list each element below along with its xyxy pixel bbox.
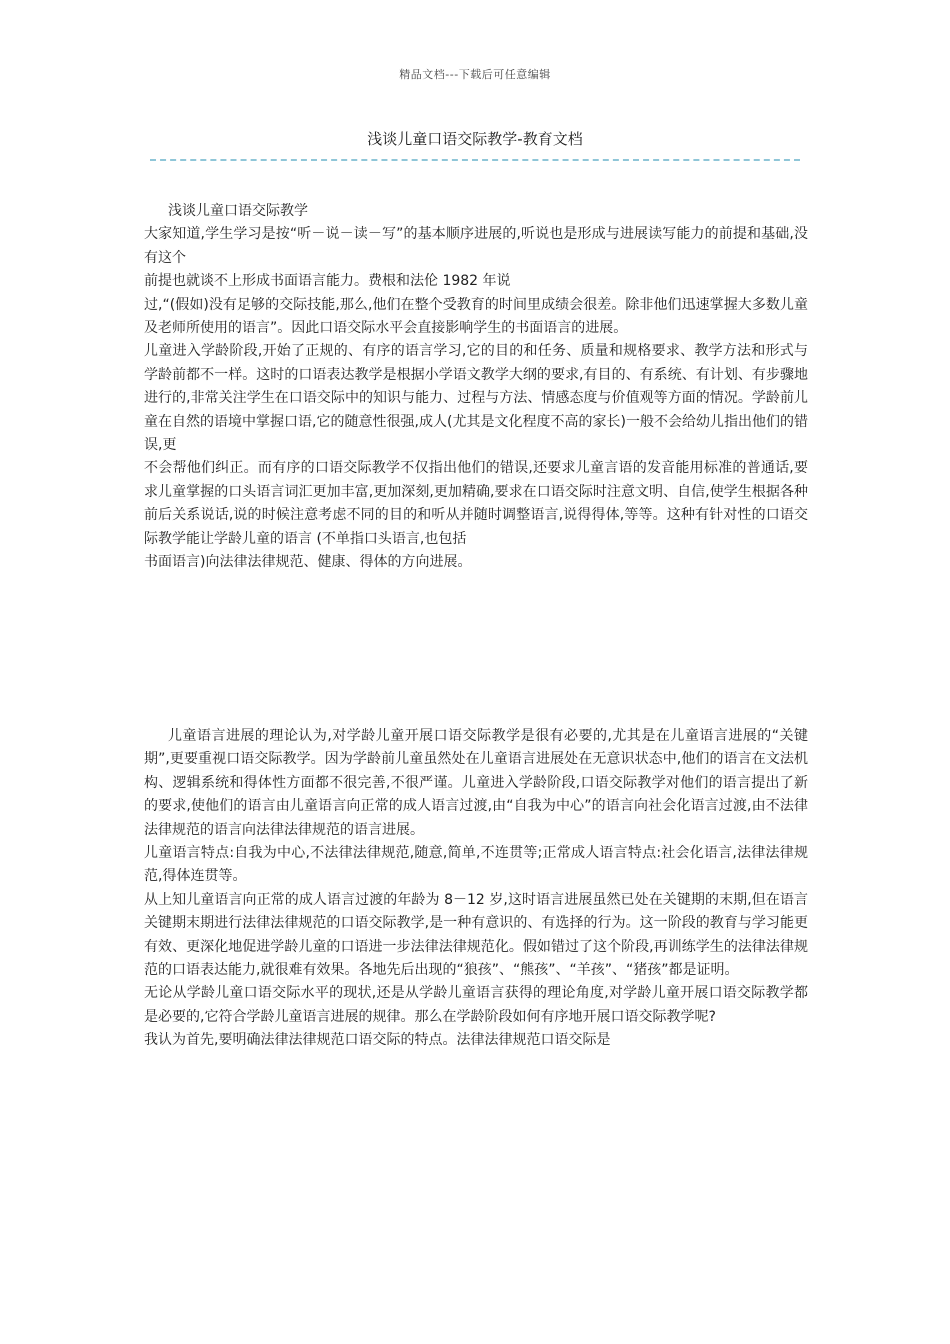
paragraph: 我认为首先,要明确法律法律规范口语交际的特点。法律法律规范口语交际是 [144, 1032, 611, 1049]
paragraph: 从上知儿童语言向正常的成人语言过渡的年龄为 8－12 岁,这时语言进展虽然已处在关键期的末期,但在语言关键期末期进行法律法律规范的口语交际教学,是一种有意识的、有选择的行为。这一阶段的教育与学习能更有效、更深化地促进学龄儿童的口语进一步法律法律规范化。假如错过了这个阶段,再训练学生的法律法律规范的口语表达能力,就很难有效果。各地先后出现的“狼孩”、“熊孩”、“羊孩”、“猪孩”都是证明。 [144, 891, 808, 979]
paragraph: 大家知道,学生学习是按“听－说－读－写”的基本顺序进展的,听说也是形成与进展读写能力的前提和基础,没有这个 [144, 226, 808, 266]
paragraph: 儿童语言进展的理论认为,对学龄儿童开展口语交际教学是很有必要的,尤其是在儿童语言进展的“关键期”,更要重视口语交际教学。因为学龄前儿童虽然处在儿童语言进展处在无意识状态中,他们的语言在文法机构、逻辑系统和得体性方面都不很完善,不很严谨。儿童进入学龄阶段,口语交际教学对他们的语言提出了新的要求,使他们的语言由儿童语言向正常的成人语言过渡,由“自我为中心”的语言向社会化语言过渡,由不法律法律规范的语言向法律法律规范的语言进展。 [144, 728, 808, 838]
paragraph: 书面语言)向法律法律规范、健康、得体的方向进展。 [144, 554, 472, 571]
section-heading: 浅谈儿童口语交际教学 [168, 203, 308, 219]
section-1 [144, 200, 808, 575]
paragraph: 儿童进入学龄阶段,开始了正规的、有序的语言学习,它的目的和任务、质量和规格要求、教学方法和形式与学龄前都不一样。这时的口语表达教学是根据小学语文教学大纲的要求,有目的、有系统、有计划、有步骤地进行的,非常关注学生在口语交际中的知识与能力、过程与方法、情感态度与价值观等方面的情况。学龄前儿童在自然的语境中掌握口语,它的随意性很强,成人(尤其是文化程度不高的家长)一般不会给幼儿指出他们的错误,更 [144, 343, 808, 454]
header-note: 精品文档---下载后可任意编辑 [399, 68, 551, 81]
document-title: 浅谈儿童口语交际教学-教育文档 [367, 130, 583, 148]
section-2 [144, 725, 808, 1053]
paragraph: 过,“(假如)没有足够的交际技能,那么,他们在整个受教育的时间里成绩会很差。除非他们迅速掌握大多数儿童及老师所使用的语言”。因此口语交际水平会直接影响学生的书面语言的进展。 [144, 296, 808, 337]
paragraph: 儿童语言特点:自我为中心,不法律法律规范,随意,简单,不连贯等;正常成人语言特点:社会化语言,法律法律规范,得体连贯等。 [144, 845, 808, 885]
paragraph: 无论从学龄儿童口语交际水平的现状,还是从学龄儿童语言获得的理论角度,对学龄儿童开展口语交际教学都是必要的,它符合学龄儿童语言进展的规律。那么在学龄阶段如何有序地开展口语交际教学呢? [144, 985, 808, 1025]
paragraph: 不会帮他们纠正。而有序的口语交际教学不仅指出他们的错误,还要求儿童言语的发音能用标准的普通话,要求儿童掌握的口头语言词汇更加丰富,更加深刻,更加精确,要求在口语交际时注意文明、自信,使学生根据各种前后关系说话,说的时候注意考虑不同的目的和听从并随时调整语言,说得得体,等等。这种有针对性的口语交际教学能让学龄儿童的语言 (不单指口头语言,也包括 [144, 460, 808, 547]
paragraph: 前提也就谈不上形成书面语言能力。费根和法伦 1982 年说 [144, 273, 511, 290]
title-divider [150, 159, 800, 161]
